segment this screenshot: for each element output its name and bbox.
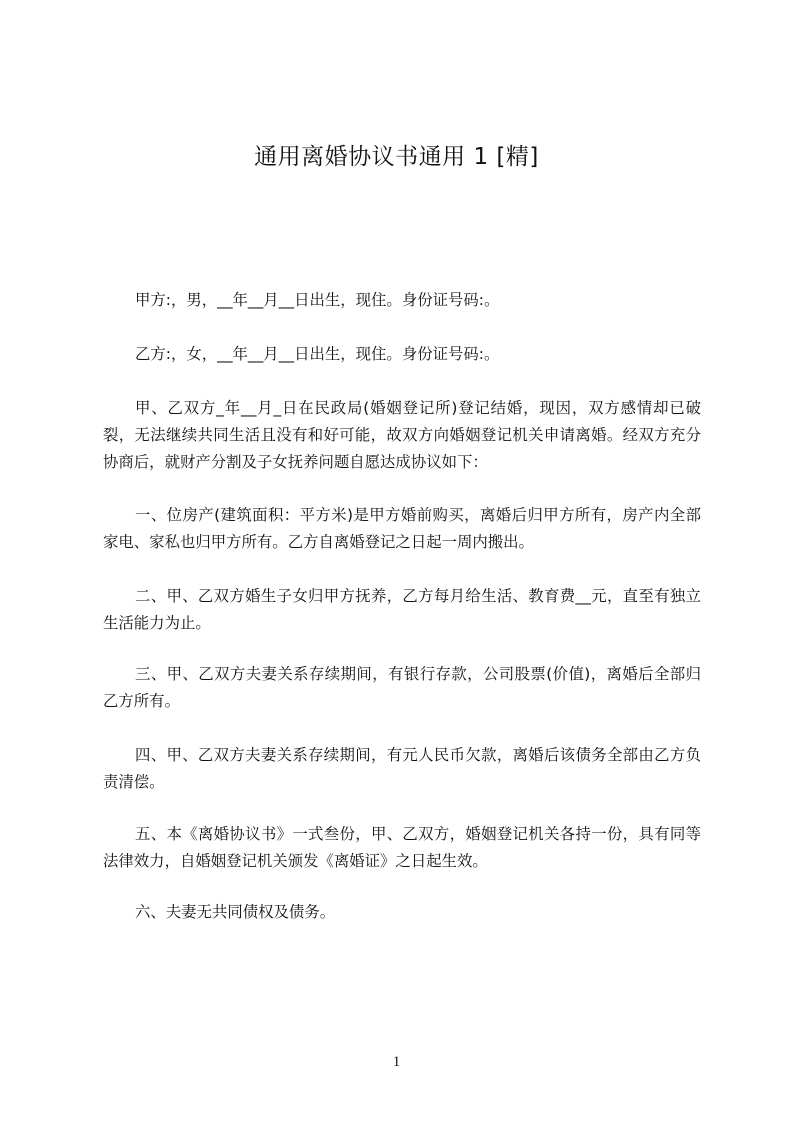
party-b-paragraph: 乙方:，女，__年__月__日出生，现住。身份证号码:。 xyxy=(135,345,500,363)
document-title: 通用离婚协议书通用 1 [精] xyxy=(254,144,539,170)
clause-5-paragraph: 五、本《离婚协议书》一式叁份，甲、乙双方，婚姻登记机关各持一份，具有同等法律效力，自婚姻登记机关颁发《离婚证》之日起生效。 xyxy=(103,825,701,870)
clause-3-paragraph: 三、甲、乙双方夫妻关系存续期间，有银行存款，公司股票(价值)，离婚后全部归乙方所有。 xyxy=(103,665,701,710)
clause-6-paragraph: 六、夫妻无共同债权及债务。 xyxy=(135,903,336,921)
clause-2-paragraph: 二、甲、乙双方婚生子女归甲方抚养，乙方每月给生活、教育费__元，直至有独立生活能力为止。 xyxy=(103,587,701,632)
clause-1-paragraph: 一、位房产(建筑面积：平方米)是甲方婚前购买，离婚后归甲方所有，房产内全部家电、家私也归甲方所有。乙方自离婚登记之日起一周内搬出。 xyxy=(103,506,701,551)
party-a-paragraph: 甲方:，男，__年__月__日出生，现住。身份证号码:。 xyxy=(135,291,500,309)
clause-4-paragraph: 四、甲、乙双方夫妻关系存续期间，有元人民币欠款，离婚后该债务全部由乙方负责清偿。 xyxy=(103,746,701,791)
page-number: 1 xyxy=(392,1054,401,1070)
intro-paragraph: 甲、乙双方_年__月_日在民政局(婚姻登记所)登记结婚，现因，双方感情却已破裂，无法继续共同生活且没有和好可能，故双方向婚姻登记机关申请离婚。经双方充分协商后，就财产分割及子女抚养问题自愿达成协议如下： xyxy=(103,399,701,471)
